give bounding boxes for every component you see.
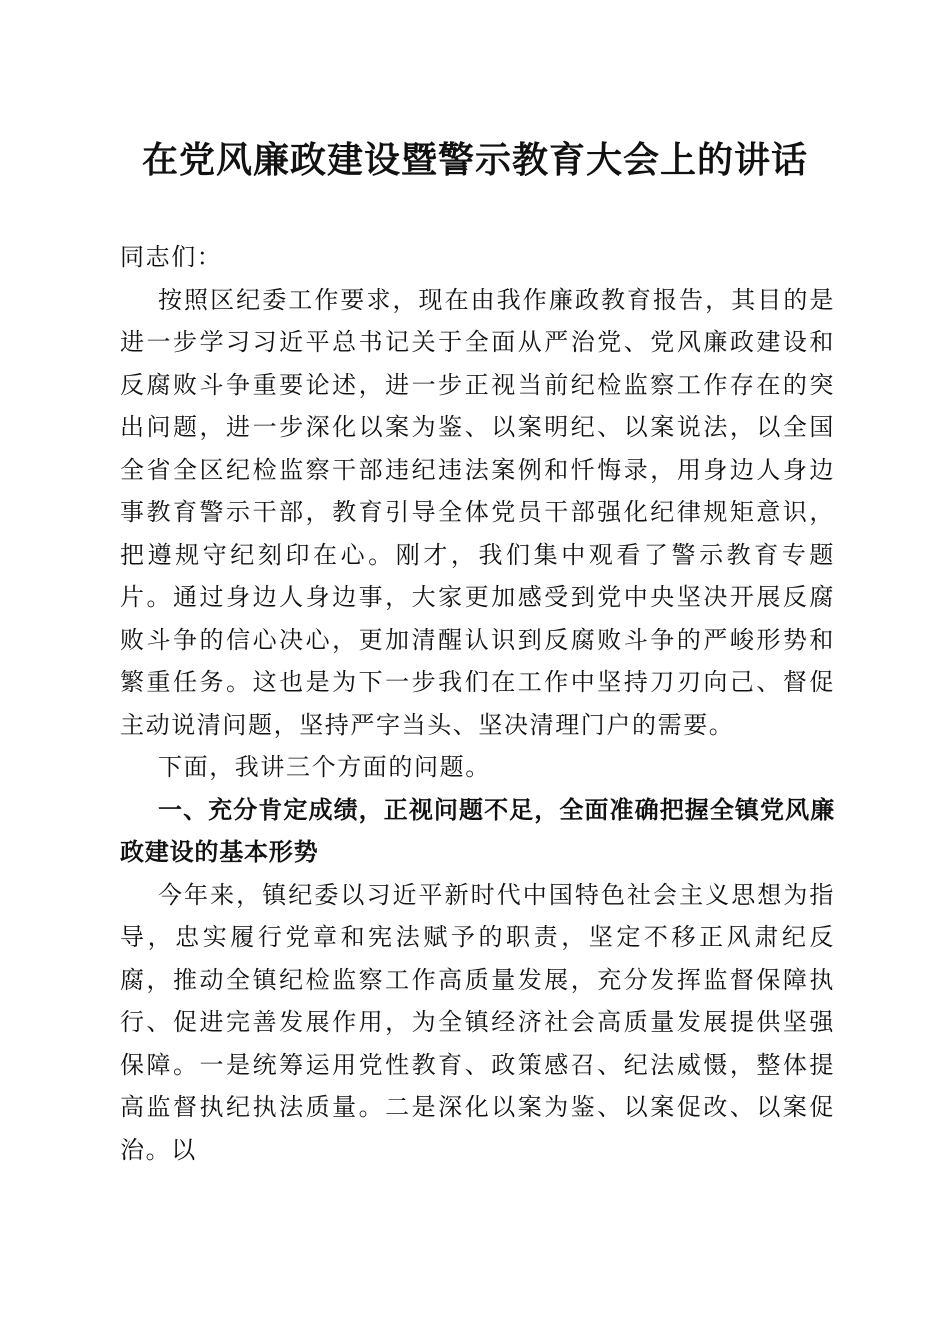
- salutation: 同志们：: [120, 243, 223, 271]
- document-body: [120, 236, 835, 1171]
- paragraph-section-1: 今年来，镇纪委以习近平新时代中国特色社会主义思想为指导，忠实履行党章和宪法赋予的职责，坚定不移正风肃纪反腐，推动全镇纪检监察工作高质量发展，充分发挥监督保障执行、促进完善发展作用，为全镇经济社会高质量发展提供坚强保障。一是统筹运用党性教育、政策感召、纪法威慑，整体提高监督执纪执法质量。二是深化以案为鉴、以案促改、以案促治。以: [120, 880, 835, 1164]
- paragraph-outline: 下面，我讲三个方面的问题。: [158, 753, 491, 781]
- document-title: 在党风廉政建设暨警示教育大会上的讲话: [141, 139, 808, 181]
- section-heading-1: 一、充分肯定成绩，正视问题不足，全面准确把握全镇党风廉政建设的基本形势: [120, 795, 835, 866]
- paragraph-intro: 按照区纪委工作要求，现在由我作廉政教育报告，其目的是进一步学习习近平总书记关于全面从严治党、党风廉政建设和反腐败斗争重要论述，进一步正视当前纪检监察工作存在的突出问题，进一步深化以案为鉴、以案明纪、以案说法，以全国全省全区纪检监察干部违纪违法案例和忏悔录，用身边人身边事教育警示干部，教育引导全体党员干部强化纪律规矩意识，把遵规守纪刻印在心。刚才，我们集中观看了警示教育专题片。通过身边人身边事，大家更加感受到党中央坚决开展反腐败斗争的信心决心，更加清醒认识到反腐败斗争的严峻形势和繁重任务。这也是为下一步我们在工作中坚持刀刃向己、督促主动说清问题，坚持严字当头、坚决清理门户的需要。: [120, 285, 835, 739]
